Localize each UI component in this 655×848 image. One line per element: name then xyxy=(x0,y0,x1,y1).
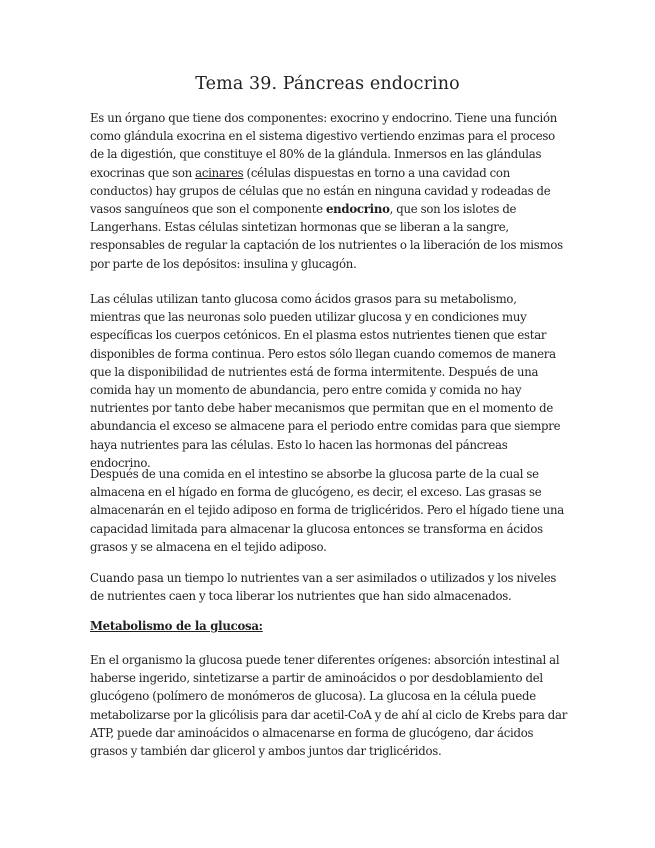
page-title: Tema 39. Páncreas endocrino xyxy=(195,74,460,94)
section-heading-glucose-metabolism: Metabolismo de la glucosa: xyxy=(90,619,263,633)
paragraph-glucose-metabolism: En el organismo la glucosa puede tener diferentes orígenes: absorción intestinal al haberse ingerido, sintetizarse a partir de aminoácidos o por desdoblamiento del glucógeno (polímero de monómeros de glucosa). La glucosa en la célula puede metabolizarse por la glicólisis para dar acetil-CoA y de ahí al ciclo de Krebs para dar ATP, puede dar aminoácidos o almacenarse en forma de glucógeno, dar ácidos grasos y también dar glicerol y ambos juntos dar triglicéridos. xyxy=(90,653,568,759)
paragraph-intro-text-3: , que son los islotes de Langerhans. Estas células sintetizan hormonas que se liberan a la sangre, responsables de regular la captación de los nutrientes o la liberación de los mismos por parte de los depósitos: insulina y glucagón. xyxy=(90,202,563,271)
paragraph-intro xyxy=(90,109,570,273)
paragraph-intro-text-1: Es un órgano que tiene dos componentes: exocrino y endocrino. Tiene una función como glándula exocrina en el sistema digestivo vertiendo enzimas para el proceso de la digestión, que constituye el 80% de la glándula. Inmersos en las glándulas exocrinas que son xyxy=(90,111,558,180)
underlined-term-acinares: acinares xyxy=(195,165,244,180)
paragraph-nutrients: Las células utilizan tanto glucosa como ácidos grasos para su metabolismo, mientras que las neuronas solo pueden utilizar glucosa y en condiciones muy específicas los cuerpos cetónicos. En el plasma estos nutrientes tienen que estar disponibles de forma continua. Pero estos sólo llegan cuando comemos de manera que la disponibilidad de nutrientes está de forma intermitente. Después de una comida hay un momento de abundancia, pero entre comida y comida no hay nutrientes por tanto debe haber mecanismos que permitan que en el momento de abundancia el exceso se almacene para el periodo entre comidas para que siempre haya nutrientes para las células. Esto lo hacen las hormonas del páncreas endocrino. xyxy=(90,292,561,470)
paragraph-after-meal: Después de una comida en el intestino se absorbe la glucosa parte de la cual se almacena en el hígado en forma de glucógeno, es decir, el exceso. Las grasas se almacenarán en el tejido adiposo en forma de triglicéridos. Pero el hígado tiene una capacidad limitada para almacenar la glucosa entonces se transforma en ácidos grasos y se almacena en el tejido adiposo. xyxy=(90,467,564,554)
paragraph-release: Cuando pasa un tiempo lo nutrientes van a ser asimilados o utilizados y los niveles de nutrientes caen y toca liberar los nutrientes que han sido almacenados. xyxy=(90,571,557,604)
bold-term-endocrino: endocrino xyxy=(325,202,390,217)
paragraph-intro-text-2: (células dispuestas en torno a una cavidad con conductos) hay grupos de células que no están en ninguna cavidad y rodeadas de vasos sanguíneos que son el componente xyxy=(90,165,551,217)
